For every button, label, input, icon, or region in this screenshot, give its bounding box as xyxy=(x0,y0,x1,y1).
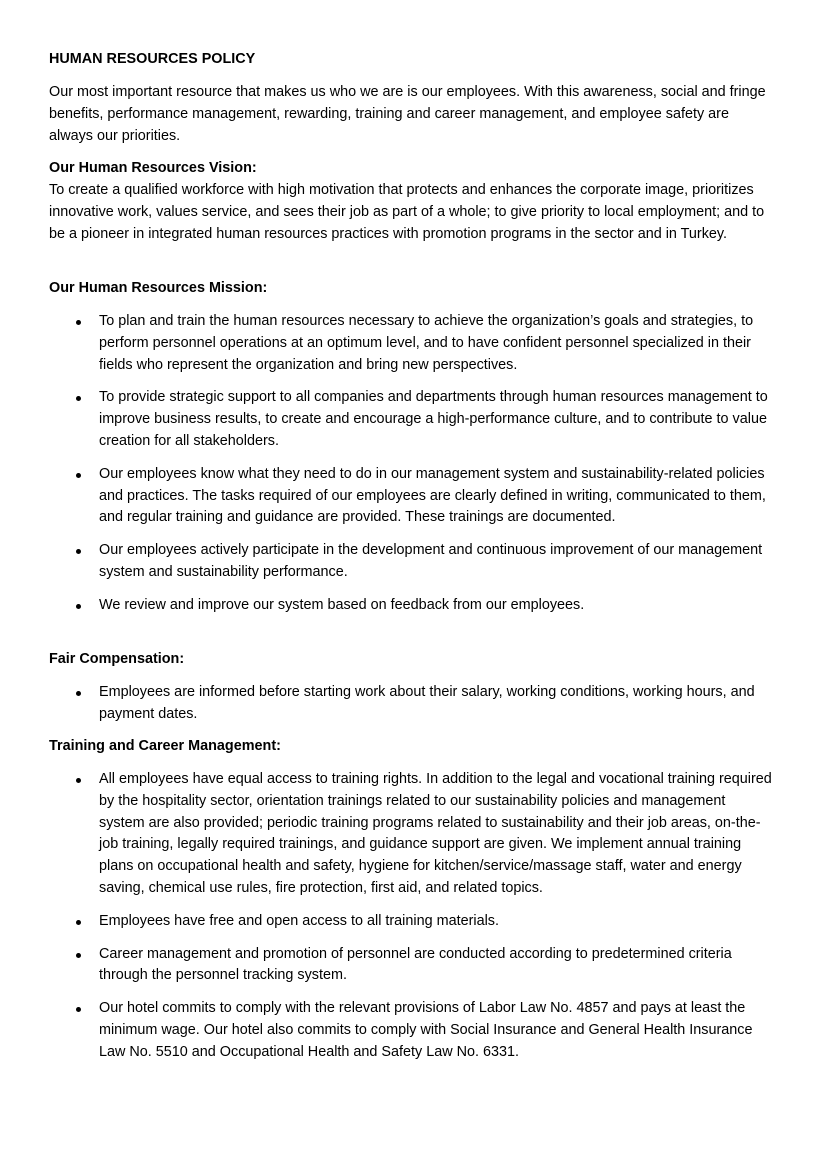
intro-paragraph: Our most important resource that makes us who we are is our employees. With this awareness, social and fringe benefits, performance management, rewarding, training and career management, and employee safety are always our priorities. xyxy=(49,84,766,144)
list-item xyxy=(49,464,773,529)
list-item-text: Our employees actively participate in the development and continuous improvement of our management system and sustainability performance. xyxy=(99,542,763,580)
mission-list xyxy=(49,311,773,628)
list-item xyxy=(49,911,773,933)
list-item-text: Employees are informed before starting work about their salary, working conditions, working hours, and payment dates. xyxy=(99,684,755,722)
list-item xyxy=(49,540,773,584)
mission-heading: Our Human Resources Mission: xyxy=(49,280,268,296)
list-item-text: To provide strategic support to all companies and departments through human resources management to improve business results, to create and encourage a high-performance culture, and to contribute to value creation for all stakeholders. xyxy=(99,389,768,449)
list-item-text: All employees have equal access to training rights. In addition to the legal and vocational training required by the hospitality sector, orientation trainings related to our sustainability policies and management system are also provided; periodic training programs related to sustainability and their job areas, on-the-job training, legally required trainings, and guidance support are given. We implement annual training plans on occupational health and safety, hygiene for kitchen/service/massage staff, water and energy saving, chemical use rules, fire protection, first aid, and related topics. xyxy=(99,771,772,896)
list-item-text: Career management and promotion of personnel are conducted according to predetermined criteria through the personnel tracking system. xyxy=(99,945,732,984)
list-item xyxy=(49,944,773,988)
vision-heading: Our Human Resources Vision: xyxy=(49,160,257,176)
list-item xyxy=(49,387,773,452)
list-item-text: Our hotel commits to comply with the relevant provisions of Labor Law No. 4857 and pays at least the minimum wage. Our hotel also commits to comply with Social Insurance and General Health Insurance Law No. 5510 and Occupational Health and Safety Law No. 6331. xyxy=(99,1000,753,1060)
list-item xyxy=(49,311,773,376)
list-item xyxy=(49,595,773,617)
list-item-text: We review and improve our system based on feedback from our employees. xyxy=(99,596,585,613)
vision-paragraph: To create a qualified workforce with high motivation that protects and enhances the corporate image, prioritizes innovative work, values service, and sees their job as part of a whole; to give priority to local employment; and to be a pioneer in integrated human resources practices with promotion programs in the sector and in Turkey. xyxy=(49,182,765,242)
document-title: HUMAN RESOURCES POLICY xyxy=(49,51,256,67)
list-item xyxy=(49,998,773,1063)
list-item-text: Our employees know what they need to do in our management system and sustainability-related policies and practices. The tasks required of our employees are clearly defined in writing, communicated to them, and regular training and guidance are provided. These trainings are documented. xyxy=(99,465,766,526)
training-heading: Training and Career Management: xyxy=(49,738,281,754)
training-list xyxy=(49,769,773,1075)
list-item xyxy=(49,769,773,900)
compensation-heading: Fair Compensation: xyxy=(49,651,185,667)
list-item-text: Employees have free and open access to all training materials. xyxy=(99,912,499,929)
compensation-list xyxy=(49,682,773,737)
list-item-text: To plan and train the human resources necessary to achieve the organization’s goals and strategies, to perform personnel operations at an optimum level, and to have confident personnel specialized in their fields who represent the organization and bring new perspectives. xyxy=(99,313,754,373)
list-item xyxy=(49,682,773,726)
